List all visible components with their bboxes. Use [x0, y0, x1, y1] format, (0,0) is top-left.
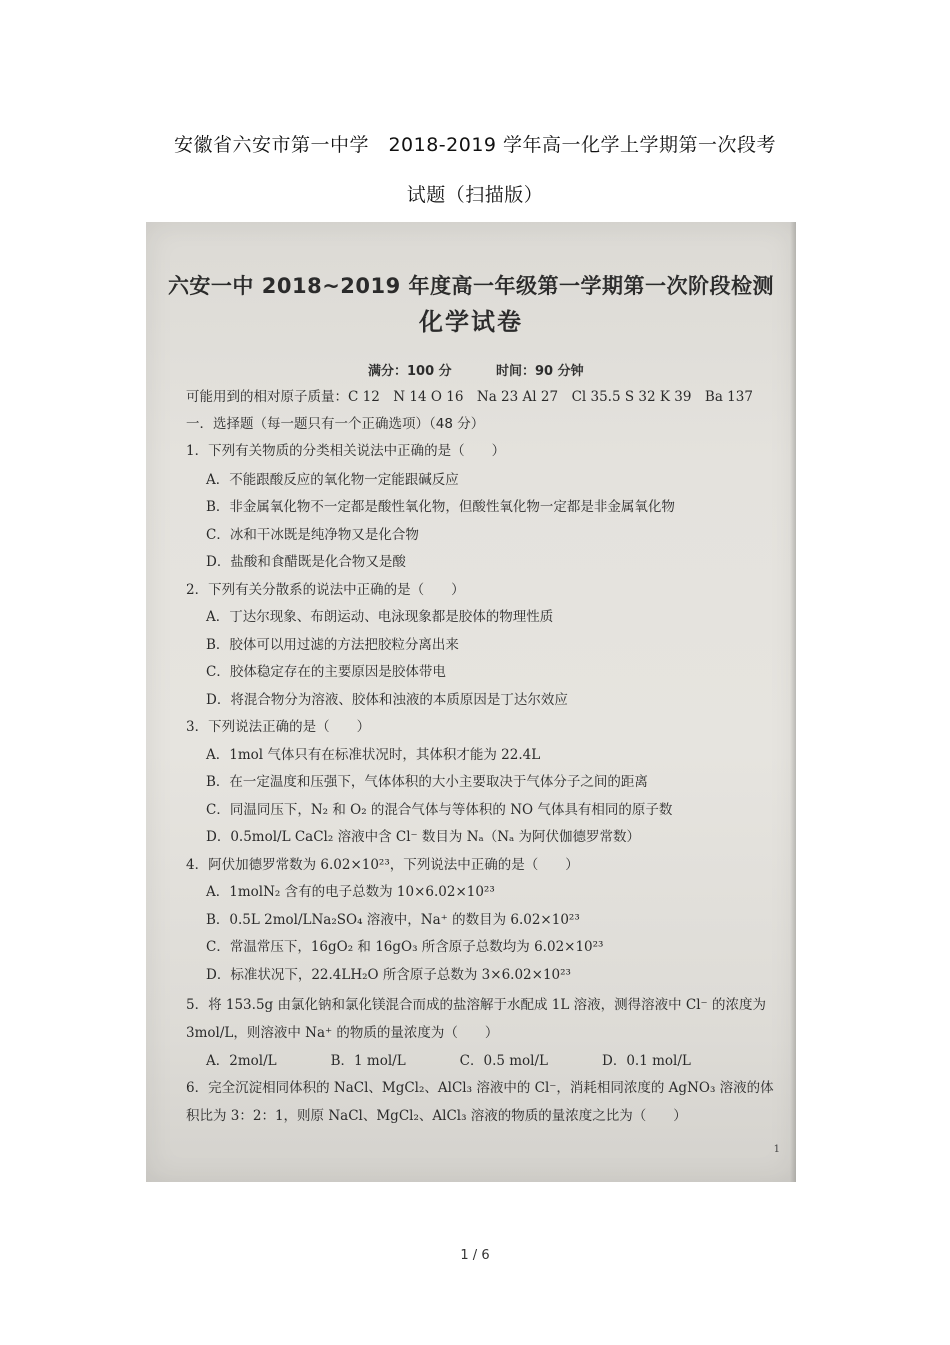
question-text: 4．阿伏加德罗常数为 6.02×10²³，下列说法中正确的是（ ）	[186, 857, 579, 873]
question-text: 2．下列有关分散系的说法中正确的是（ ）	[186, 582, 465, 598]
answer-option: B．在一定温度和压强下，气体体积的大小主要取决于气体分子之间的距离	[206, 774, 648, 790]
exam-subject-title: 化学试卷	[419, 308, 523, 336]
exam-title: 六安一中 2018~2019 年度高一年级第一学期第一次阶段检测	[167, 274, 775, 298]
answer-option: D．将混合物分为溶液、胶体和浊液的本质原因是丁达尔效应	[206, 692, 568, 708]
answer-option: C．常温常压下，16gO₂ 和 16gO₃ 所含原子总数均为 6.02×10²³	[206, 939, 604, 955]
answer-option: B．胶体可以用过滤的方法把胶粒分离出来	[206, 637, 459, 653]
scan-page-number: 1	[773, 1144, 780, 1155]
answer-option: D．标准状况下，22.4LH₂O 所含原子总数为 3×6.02×10²³	[206, 967, 571, 983]
scan-shadow-edge	[790, 222, 796, 1182]
answer-option: B．非金属氧化物不一定都是酸性氧化物，但酸性氧化物一定都是非金属氧化物	[206, 499, 675, 515]
question-text: 3mol/L，则溶液中 Na⁺ 的物质的量浓度为（ ）	[186, 1025, 499, 1041]
answer-option: A．1mol 气体只有在标准状况时，其体积才能为 22.4L	[206, 747, 541, 763]
time-limit: 时间：90 分钟	[496, 364, 584, 379]
answer-option: C．冰和干冰既是纯净物又是化合物	[206, 527, 419, 543]
answer-option: C．同温同压下，N₂ 和 O₂ 的混合气体与等体积的 NO 气体具有相同的原子数	[206, 802, 673, 818]
question-text: 1．下列有关物质的分类相关说法中正确的是（ ）	[186, 443, 506, 459]
answer-option: A．不能跟酸反应的氧化物一定能跟碱反应	[206, 472, 459, 488]
question-text: 积比为 3：2：1，则原 NaCl、MgCl₂、AlCl₃ 溶液的物质的量浓度之比为（ ）	[186, 1108, 687, 1124]
answer-option: D．盐酸和食醋既是化合物又是酸	[206, 554, 406, 570]
answer-option: A．丁达尔现象、布朗运动、电泳现象都是胶体的物理性质	[206, 609, 554, 625]
question-text: 5．将 153.5g 由氯化钠和氯化镁混合而成的盐溶解于水配成 1L 溶液，测得溶液中 Cl⁻ 的浓度为	[186, 997, 766, 1013]
full-score: 满分：100 分	[368, 364, 452, 379]
scanned-exam-page	[146, 222, 796, 1182]
page-indicator: 1 / 6	[460, 1248, 490, 1263]
answer-option: A．2mol/L B．1 mol/L C．0.5 mol/L D．0.1 mol/L	[206, 1053, 691, 1069]
question-text: 3．下列说法正确的是（ ）	[186, 719, 371, 735]
document-title-line-1: 安徽省六安市第一中学 2018-2019 学年高一化学上学期第一次段考	[173, 134, 777, 156]
answer-option: D．0.5mol/L CaCl₂ 溶液中含 Cl⁻ 数目为 Nₐ（Nₐ 为阿伏伽德罗常数）	[206, 829, 641, 845]
answer-option: A．1molN₂ 含有的电子总数为 10×6.02×10²³	[206, 884, 495, 900]
document-title-line-2: 试题（扫描版）	[406, 184, 544, 206]
answer-option: C．胶体稳定存在的主要原因是胶体带电	[206, 664, 446, 680]
question-text: 6．完全沉淀相同体积的 NaCl、MgCl₂、AlCl₃ 溶液中的 Cl⁻，消耗相同浓度的 AgNO₃ 溶液的体	[186, 1080, 774, 1096]
answer-option: B．0.5L 2mol/LNa₂SO₄ 溶液中，Na⁺ 的数目为 6.02×10²³	[206, 912, 580, 928]
atomic-masses: 可能用到的相对原子质量：C 12 N 14 O 16 Na 23 Al 27 Cl 35.5 S 32 K 39 Ba 137	[186, 389, 753, 405]
section-heading: 一．选择题（每一题只有一个正确选项）（48 分）	[186, 416, 485, 432]
